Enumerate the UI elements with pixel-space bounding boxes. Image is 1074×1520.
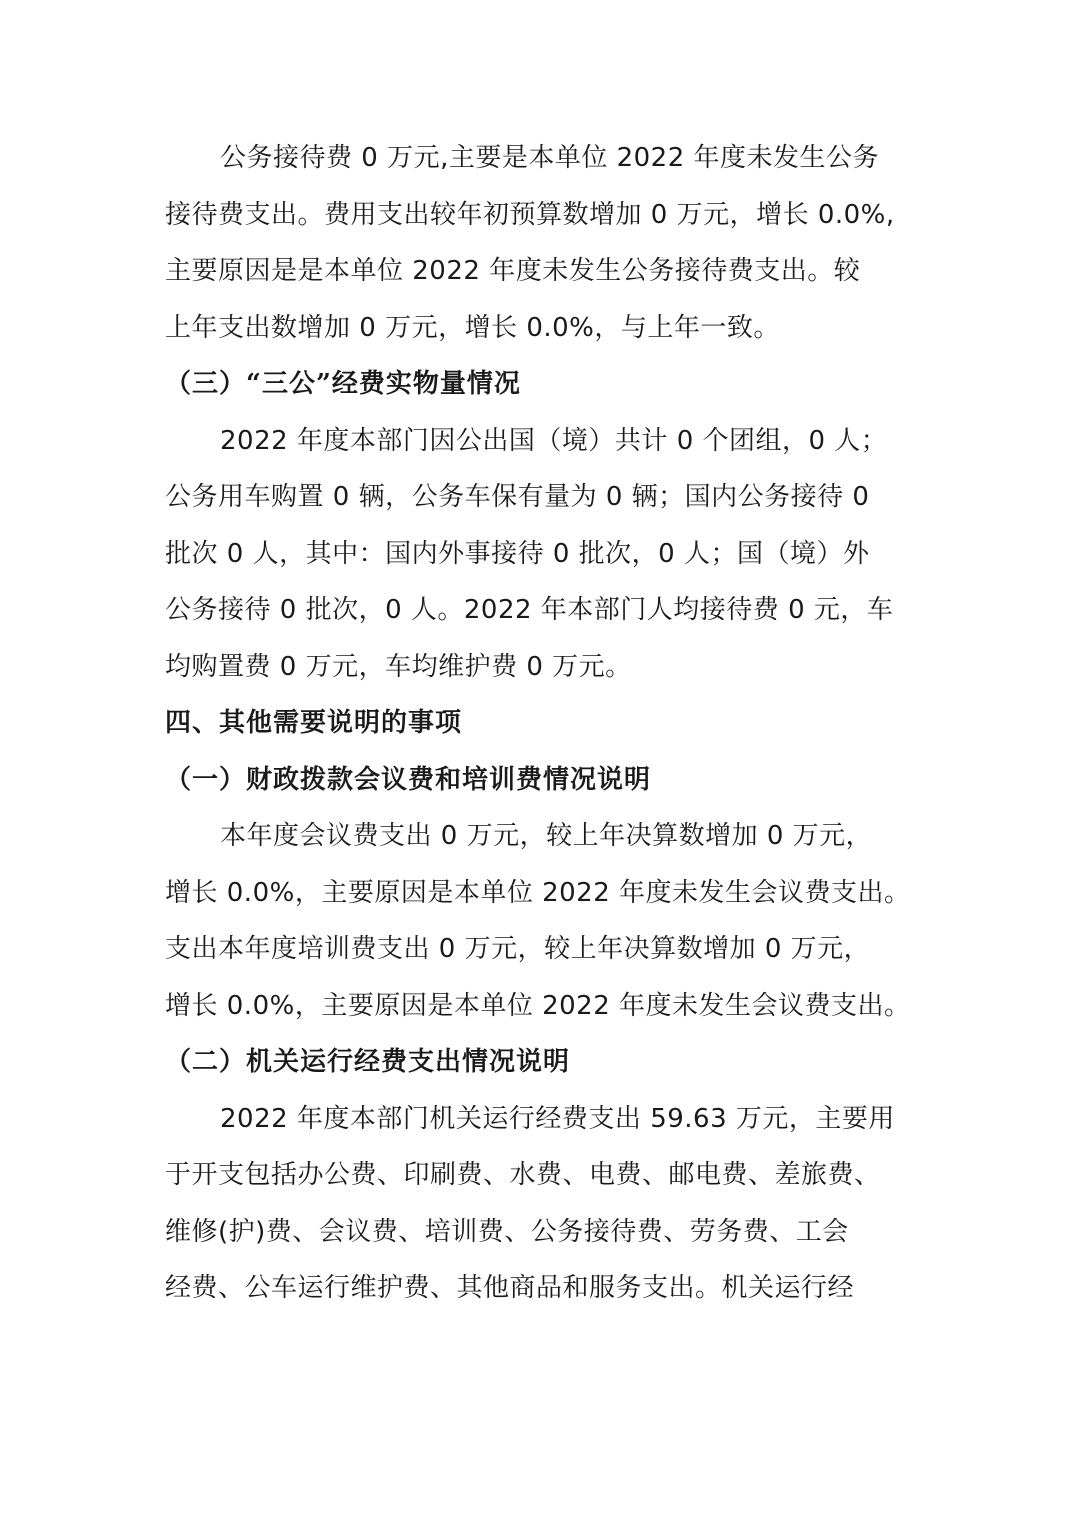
paragraph-line: 维修(护)费、会议费、培训费、公务接待费、劳务费、工会 (165, 1216, 849, 1247)
paragraph-line: 主要原因是是本单位 2022 年度未发生公务接待费支出。较 (165, 256, 861, 286)
paragraph-line: 支出本年度培训费支出 0 万元，较上年决算数增加 0 万元， (165, 934, 871, 964)
paragraph-line: 公务用车购置 0 辆，公务车保有量为 0 辆；国内公务接待 0 (165, 482, 870, 512)
paragraph-line: 2022 年度本部门因公出国（境）共计 0 个团组，0 人； (220, 425, 888, 456)
paragraph-line: 接待费支出。费用支出较年初预算数增加 0 万元，增长 0.0%, (165, 199, 895, 230)
paragraph-line: 公务接待 0 批次，0 人。2022 年本部门人均接待费 0 元，车 (165, 595, 894, 625)
document-body (165, 130, 913, 1317)
paragraph-line: 2022 年度本部门机关运行经费支出 59.63 万元，主要用 (220, 1103, 895, 1134)
section-heading-3: （三）“三公”经费实物量情况 (165, 369, 521, 399)
subsection-heading-1: （一）财政拨款会议费和培训费情况说明 (165, 764, 652, 795)
paragraph-line: 增长 0.0%，主要原因是本单位 2022 年度未发生会议费支出。 (165, 877, 911, 908)
paragraph-line: 于开支包括办公费、印刷费、水费、电费、邮电费、差旅费、 (165, 1160, 881, 1190)
paragraph-line: 增长 0.0%，主要原因是本单位 2022 年度未发生会议费支出。 (165, 990, 911, 1021)
paragraph-line: 经费、公车运行维护费、其他商品和服务支出。机关运行经 (165, 1273, 855, 1303)
paragraph-line: 公务接待费 0 万元,主要是本单位 2022 年度未发生公务 (220, 143, 880, 173)
section-heading-4: 四、其他需要说明的事项 (165, 708, 463, 738)
paragraph-line: 本年度会议费支出 0 万元，较上年决算数增加 0 万元， (220, 821, 873, 851)
paragraph-line: 均购置费 0 万元，车均维护费 0 万元。 (165, 651, 632, 682)
paragraph-line: 批次 0 人，其中：国内外事接待 0 批次，0 人；国（境）外 (165, 538, 870, 569)
paragraph-line: 上年支出数增加 0 万元，增长 0.0%，与上年一致。 (165, 312, 780, 343)
subsection-heading-2: （二）机关运行经费支出情况说明 (165, 1047, 571, 1077)
